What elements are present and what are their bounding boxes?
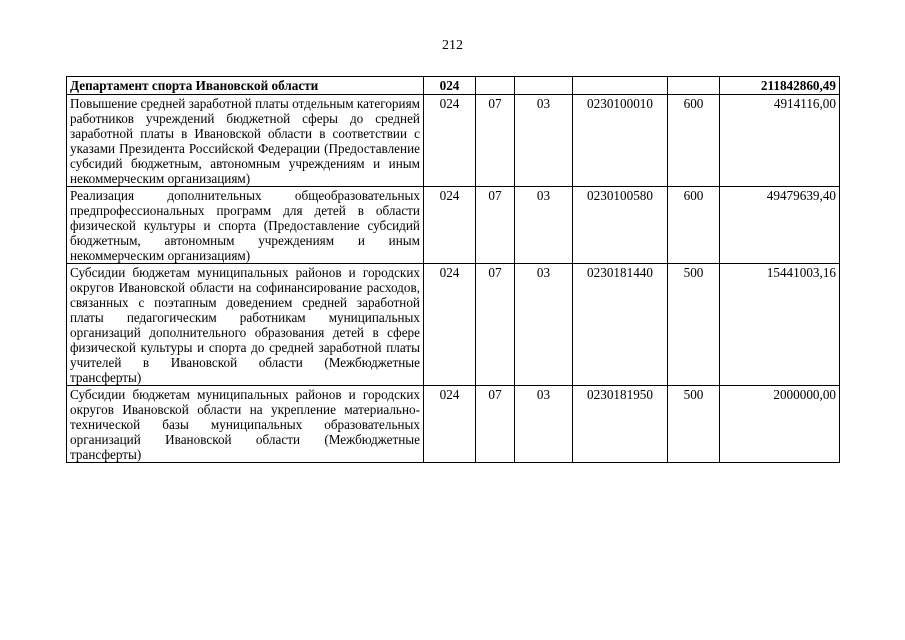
section-cell: 07 (476, 386, 515, 463)
subsection-cell (515, 77, 573, 95)
section-cell: 07 (476, 95, 515, 187)
expense-type-cell: 600 (668, 95, 720, 187)
expense-type-cell (668, 77, 720, 95)
expense-type-cell: 600 (668, 187, 720, 264)
amount-cell: 2000000,00 (720, 386, 840, 463)
expense-type-cell: 500 (668, 264, 720, 386)
target-article-cell: 0230181440 (573, 264, 668, 386)
ministry-code-cell: 024 (424, 386, 476, 463)
section-cell (476, 77, 515, 95)
target-article-cell (573, 77, 668, 95)
subsection-cell: 03 (515, 187, 573, 264)
target-article-cell: 0230100010 (573, 95, 668, 187)
ministry-code-cell: 024 (424, 95, 476, 187)
expense-type-cell: 500 (668, 386, 720, 463)
table-row (67, 264, 840, 386)
subsection-cell: 03 (515, 386, 573, 463)
page-number: 212 (442, 38, 463, 53)
amount-cell: 4914116,00 (720, 95, 840, 187)
section-cell: 07 (476, 187, 515, 264)
budget-table (66, 76, 840, 463)
amount-cell: 211842860,49 (720, 77, 840, 95)
target-article-cell: 0230100580 (573, 187, 668, 264)
department-row (67, 77, 840, 95)
description-cell: Реализация дополнительных общеобразовательных предпрофессиональных программ для детей в области физической культуры и спорта (Предоставление субсидий бюджетным, автономным учреждениям и иным некоммерческим организациям) (67, 187, 424, 264)
subsection-cell: 03 (515, 264, 573, 386)
department-name: Департамент спорта Ивановской области (67, 77, 424, 95)
table-row (67, 386, 840, 463)
section-cell: 07 (476, 264, 515, 386)
table-row (67, 187, 840, 264)
ministry-code-cell: 024 (424, 187, 476, 264)
description-cell: Субсидии бюджетам муниципальных районов и городских округов Ивановской области на укрепление материально-технической базы муниципальных образовательных организаций Ивановской области (Межбюджетные трансферты) (67, 386, 424, 463)
ministry-code-cell: 024 (424, 77, 476, 95)
table-row (67, 95, 840, 187)
target-article-cell: 0230181950 (573, 386, 668, 463)
description-cell: Повышение средней заработной платы отдельным категориям работников учреждений бюджетной сферы до средней заработной платы в Ивановской области в соответствии с указами Президента Российской Федерации (Предоставление субсидий бюджетным, автономным учреждениям и иным некоммерческим организациям) (67, 95, 424, 187)
amount-cell: 15441003,16 (720, 264, 840, 386)
description-cell: Субсидии бюджетам муниципальных районов и городских округов Ивановской области на софинансирование расходов, связанных с поэтапным доведением средней заработной платы педагогическим работникам муниципальных организаций дополнительного образования детей в сфере физической культуры и спорта до средней заработной платы учителей в Ивановской области (Межбюджетные трансферты) (67, 264, 424, 386)
amount-cell: 49479639,40 (720, 187, 840, 264)
ministry-code-cell: 024 (424, 264, 476, 386)
subsection-cell: 03 (515, 95, 573, 187)
